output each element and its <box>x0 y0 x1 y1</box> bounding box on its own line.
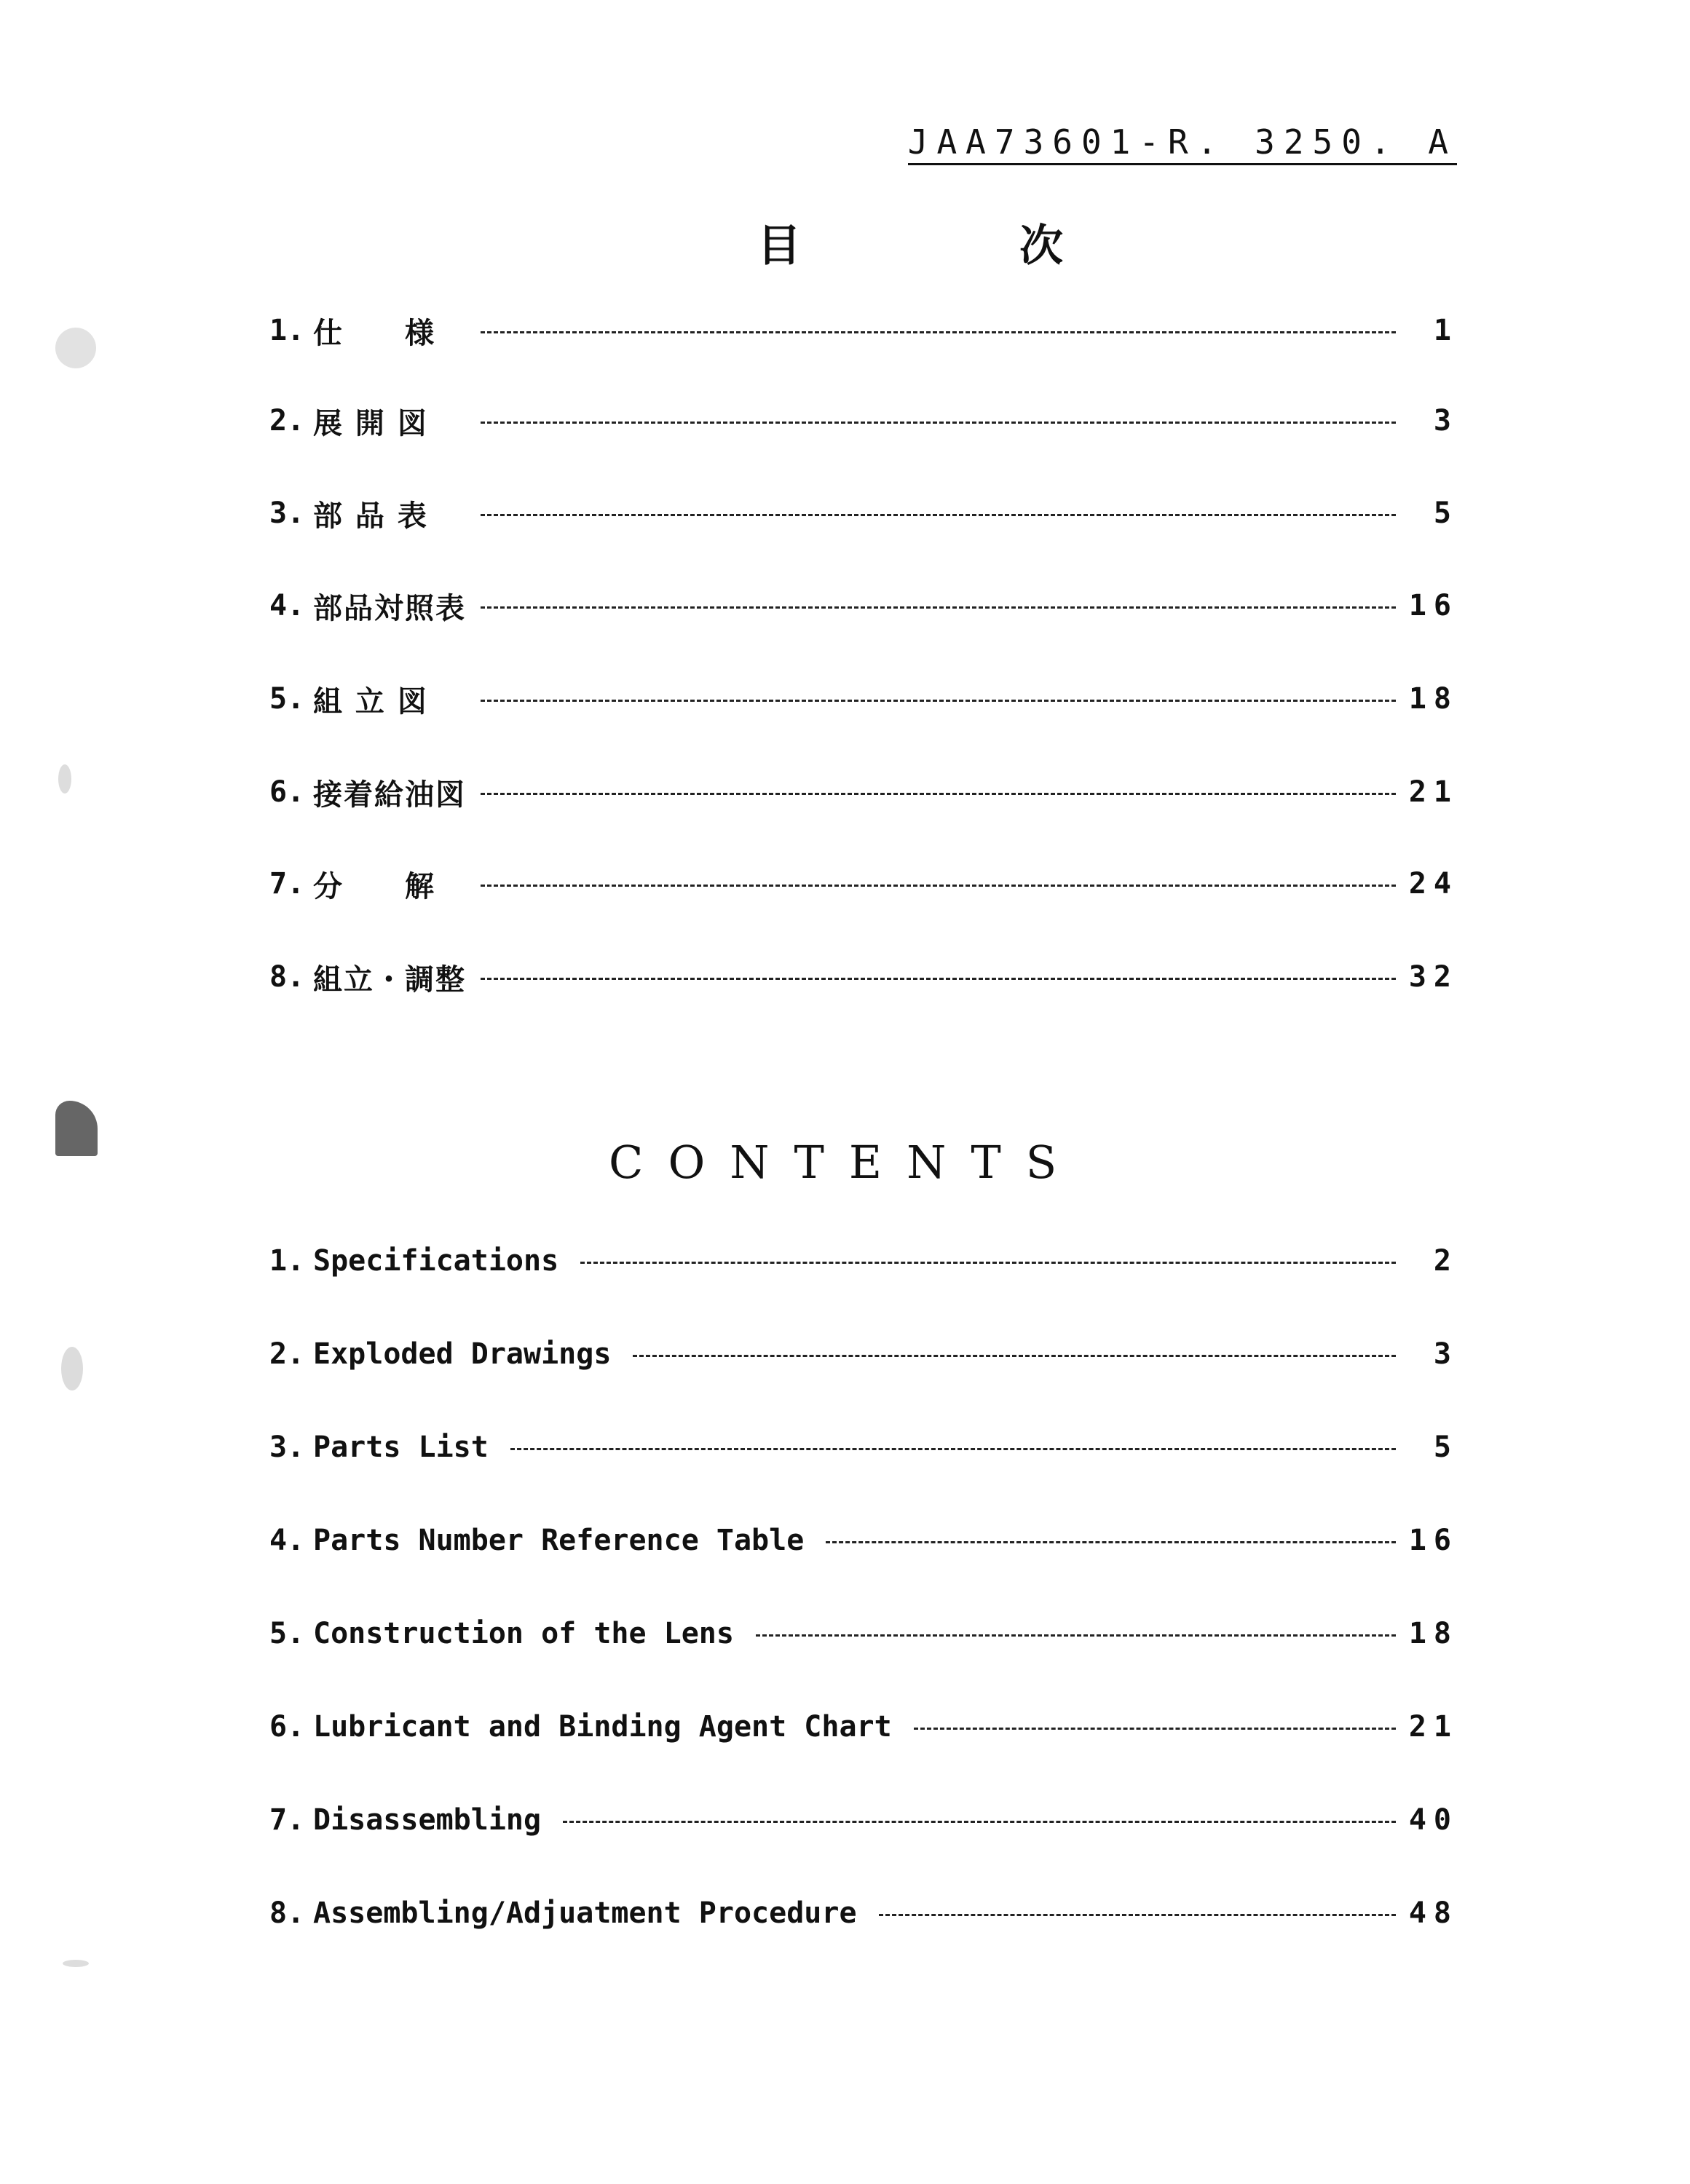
toc-number: 5. <box>269 1617 305 1650</box>
toc-row <box>269 1519 1458 1562</box>
toc-row <box>269 584 1458 628</box>
japanese-toc-title: 目 次 <box>757 221 1150 272</box>
toc-label: Disassembling <box>313 1803 542 1837</box>
toc-label: Construction of the Lens <box>313 1617 734 1650</box>
toc-page-number: 40 <box>1408 1803 1458 1837</box>
toc-page-number: 2 <box>1433 1244 1458 1278</box>
scan-speck <box>55 328 96 368</box>
toc-row <box>269 955 1458 999</box>
toc-leader <box>481 885 1396 887</box>
toc-page-number: 24 <box>1408 867 1458 901</box>
toc-leader <box>580 1262 1396 1264</box>
toc-number: 7. <box>269 1803 305 1837</box>
toc-page-number: 18 <box>1408 1617 1458 1650</box>
toc-number: 4. <box>269 1524 305 1557</box>
toc-label: 部品対照表 <box>313 591 466 625</box>
english-toc-title: CONTENTS <box>609 1136 1082 1189</box>
toc-number: 6. <box>269 1710 305 1744</box>
toc-number: 1. <box>269 314 305 347</box>
scan-speck <box>58 764 71 794</box>
toc-row <box>269 1798 1458 1842</box>
toc-number: 1. <box>269 1244 305 1278</box>
toc-leader <box>481 514 1396 516</box>
toc-row <box>269 1612 1458 1655</box>
toc-label: 組 立 図 <box>313 684 428 719</box>
toc-leader <box>756 1634 1396 1637</box>
toc-page-number: 3 <box>1433 404 1458 438</box>
toc-label: 接着給油図 <box>313 778 466 812</box>
toc-label: Parts Number Reference Table <box>313 1524 805 1557</box>
toc-page-number: 16 <box>1408 1524 1458 1557</box>
toc-leader <box>481 606 1396 609</box>
toc-label: Lubricant and Binding Agent Chart <box>313 1710 892 1744</box>
toc-label: 分 解 <box>313 869 435 903</box>
toc-row <box>269 491 1458 535</box>
toc-row <box>269 309 1458 352</box>
toc-page-number: 32 <box>1408 960 1458 994</box>
toc-page-number: 1 <box>1433 314 1458 347</box>
toc-number: 8. <box>269 960 305 994</box>
toc-row <box>269 677 1458 721</box>
toc-number: 2. <box>269 404 305 438</box>
toc-page-number: 21 <box>1408 775 1458 809</box>
toc-label: 展 開 図 <box>313 406 428 440</box>
toc-number: 3. <box>269 1431 305 1464</box>
toc-row <box>269 1332 1458 1376</box>
toc-row <box>269 770 1458 814</box>
toc-label: 部 品 表 <box>313 499 428 533</box>
toc-page-number: 48 <box>1408 1896 1458 1930</box>
toc-row <box>269 1705 1458 1749</box>
toc-number: 6. <box>269 775 305 809</box>
toc-leader <box>481 331 1396 333</box>
toc-page-number: 16 <box>1408 589 1458 622</box>
toc-page-number: 5 <box>1433 1431 1458 1464</box>
toc-leader <box>826 1541 1396 1543</box>
toc-row <box>269 399 1458 443</box>
toc-number: 7. <box>269 867 305 901</box>
toc-row <box>269 862 1458 906</box>
toc-number: 5. <box>269 682 305 716</box>
toc-page-number: 3 <box>1433 1337 1458 1371</box>
toc-row <box>269 1891 1458 1935</box>
toc-page-number: 21 <box>1408 1710 1458 1744</box>
toc-leader <box>481 700 1396 702</box>
toc-label: Assembling/Adjuatment Procedure <box>313 1896 857 1930</box>
toc-label: Exploded Drawings <box>313 1337 612 1371</box>
toc-label: Specifications <box>313 1244 559 1278</box>
toc-label: 組立・調整 <box>313 962 466 997</box>
toc-page-number: 18 <box>1408 682 1458 716</box>
scan-speck <box>63 1960 89 1967</box>
toc-number: 3. <box>269 496 305 530</box>
toc-number: 2. <box>269 1337 305 1371</box>
toc-label: 仕 様 <box>313 316 435 350</box>
toc-leader <box>481 422 1396 424</box>
toc-page-number: 5 <box>1433 496 1458 530</box>
scan-speck <box>61 1347 83 1390</box>
toc-leader <box>633 1355 1396 1357</box>
toc-leader <box>481 793 1396 795</box>
toc-row <box>269 1239 1458 1283</box>
binding-hole-shadow <box>55 1101 98 1156</box>
toc-leader <box>914 1728 1396 1730</box>
toc-leader <box>481 978 1396 980</box>
toc-number: 4. <box>269 589 305 622</box>
toc-leader <box>563 1821 1396 1823</box>
toc-label: Parts List <box>313 1431 489 1464</box>
toc-leader <box>879 1914 1396 1916</box>
toc-number: 8. <box>269 1896 305 1930</box>
toc-row <box>269 1425 1458 1469</box>
toc-leader <box>510 1448 1396 1450</box>
document-number: JAA73601-R. 3250. A <box>908 122 1457 165</box>
